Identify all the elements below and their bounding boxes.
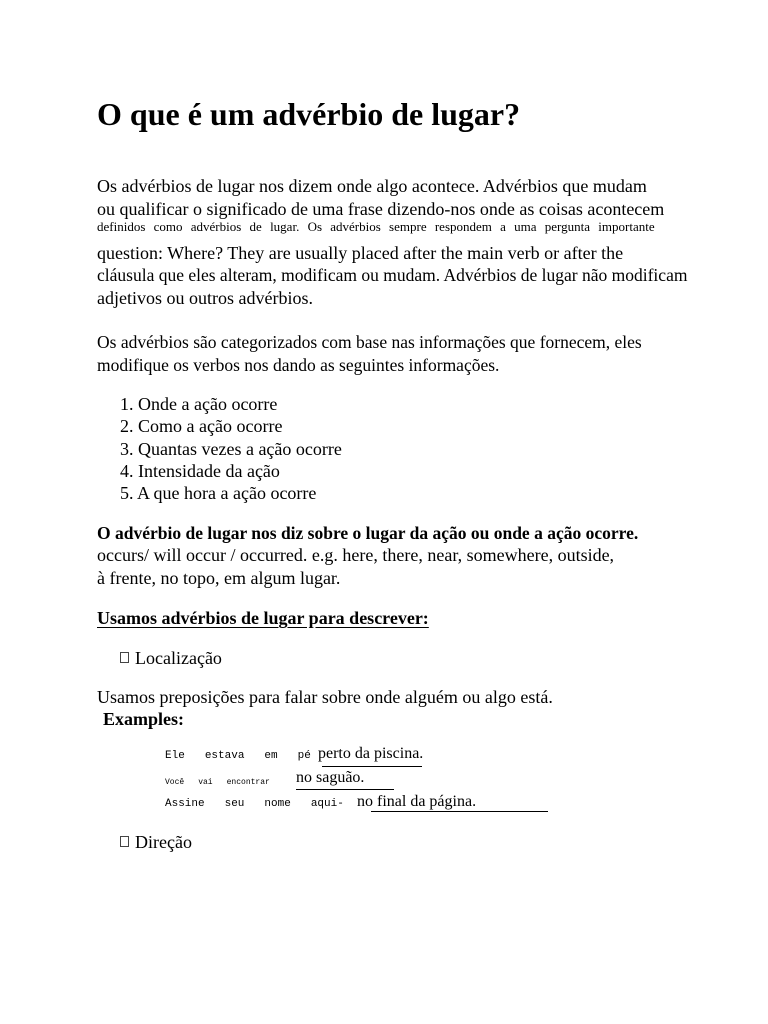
intro-line-1: Os advérbios de lugar nos dizem onde algo acontece. Advérbios que mudam [97,176,647,196]
place-definition-bold: O advérbio de lugar nos diz sobre o lugar da ação ou onde a ação ocorre. [97,523,639,543]
bullet-direction [120,832,192,853]
bullet-location-label: Localização [135,648,222,668]
intro-line-5: cláusula que eles alteram, modificam ou mudam. Advérbios de lugar não modificam [97,265,688,285]
page-title: O que é um advérbio de lugar? [97,96,521,132]
example-end-punct: . [419,745,424,762]
intro-line-6: adjetivos ou outros advérbios. [97,288,313,308]
answer-underline [296,789,394,790]
intro-line-3: definidos como advérbios de lugar. Os advérbios sempre respondem a uma pergunta importante [97,219,655,234]
example-row-1 [165,750,311,762]
example-answer-3: no final da página. [357,793,477,810]
example-answer-1 [318,745,423,763]
bullet-direction-label: Direção [135,832,192,852]
example-row-3 [165,798,344,810]
list-item: 4. Intensidade da ação [120,460,280,481]
example-word: vai [198,778,213,787]
answer-underline [322,766,422,767]
example-word: pé [297,750,311,762]
use-heading: Usamos advérbios de lugar para descrever: [97,608,429,628]
example-answer-2: no saguão. [296,769,365,786]
answer-underline [371,811,548,812]
example-answer-text: perto da piscina [318,745,420,762]
list-item: 2. Como a ação ocorre [120,416,283,437]
example-row-2 [165,778,270,787]
place-definition-line-3: à frente, no topo, em algum lugar. [97,568,341,588]
example-word: nome [264,798,291,810]
bullet-location [120,648,222,669]
intro-line-4: question: Where? They are usually placed after the main verb or after the [97,243,624,263]
example-word: aqui- [310,798,344,810]
prepositions-text: Usamos preposições para falar sobre onde alguém ou algo está. [97,687,553,707]
example-word: Você [165,778,185,787]
example-word: encontrar [226,778,270,787]
example-word: Assine [165,798,205,810]
list-item: 3. Quantas vezes a ação ocorre [120,438,342,459]
example-word: Ele [165,750,185,762]
info-list [120,393,342,504]
examples-label: Examples: [103,709,184,729]
list-item: 5. A que hora a ação ocorre [120,483,317,504]
categories-line-1: Os advérbios são categorizados com base nas informações que fornecem, eles [97,332,642,352]
checkbox-square-icon [120,836,129,847]
categories-line-2: modifique os verbos nos dando as seguintes informações. [97,355,500,375]
intro-line-2: ou qualificar o significado de uma frase dizendo-nos onde as coisas acontecem [97,199,665,219]
example-word: seu [224,798,245,810]
list-item: 1. Onde a ação ocorre [120,394,278,414]
checkbox-square-icon [120,652,129,663]
example-word: em [264,750,278,762]
place-definition-line-2: occurs/ will occur / occurred. e.g. here, there, near, somewhere, outside, [97,545,615,565]
example-word: estava [204,750,245,762]
